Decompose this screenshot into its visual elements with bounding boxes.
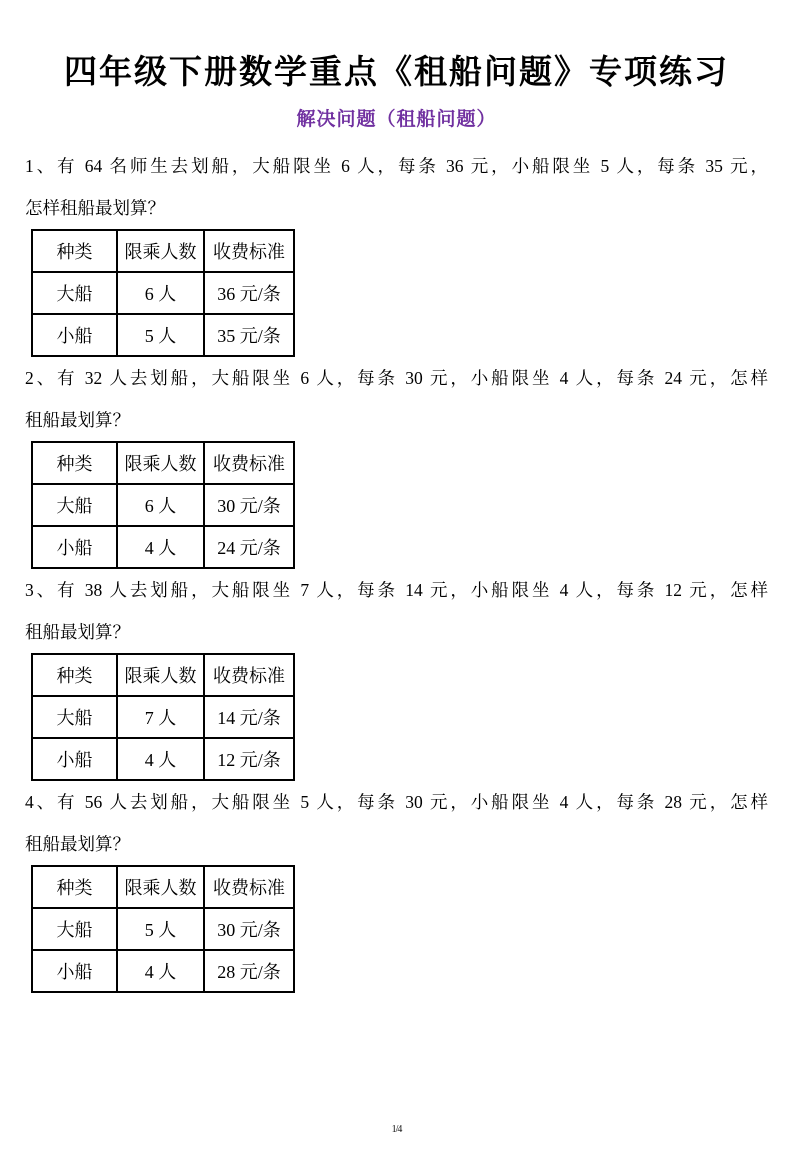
- table-header-type: 种类: [32, 442, 117, 484]
- table-cell-fee: 30 元/条: [204, 484, 294, 526]
- page-title: 四年级下册数学重点《租船问题》专项练习: [64, 53, 729, 90]
- table-header-fee: 收费标准: [204, 230, 294, 272]
- table-row: [32, 272, 294, 314]
- table-cell-type: 小船: [32, 314, 117, 356]
- table-cell-limit: 7 人: [117, 696, 204, 738]
- table-cell-type: 大船: [32, 696, 117, 738]
- table-header-limit: 限乘人数: [117, 230, 204, 272]
- table-row: [32, 314, 294, 356]
- table-cell-limit: 6 人: [117, 484, 204, 526]
- problem-list: [25, 145, 768, 993]
- table-cell-limit: 4 人: [117, 950, 204, 992]
- table-header-row: [32, 442, 294, 484]
- page-number: 1/4: [391, 1124, 402, 1135]
- table-cell-limit: 5 人: [117, 314, 204, 356]
- table-cell-type: 大船: [32, 272, 117, 314]
- table-cell-limit: 5 人: [117, 908, 204, 950]
- table-row: [32, 484, 294, 526]
- problem-3-line-2: 租船最划算？: [25, 622, 130, 643]
- table-header-fee: 收费标准: [204, 442, 294, 484]
- table-header-row: [32, 230, 294, 272]
- table-cell-type: 大船: [32, 908, 117, 950]
- table-cell-type: 大船: [32, 484, 117, 526]
- problem-3: [25, 569, 768, 781]
- problem-1: [25, 145, 768, 357]
- problem-3-text: [25, 569, 768, 653]
- table-header-row: [32, 866, 294, 908]
- table-cell-type: 小船: [32, 950, 117, 992]
- table-cell-limit: 4 人: [117, 526, 204, 568]
- problem-2-table: [31, 441, 295, 569]
- problem-4-line-2: 租船最划算？: [25, 834, 130, 855]
- table-cell-limit: 4 人: [117, 738, 204, 780]
- problem-4: [25, 781, 768, 993]
- table-header-type: 种类: [32, 654, 117, 696]
- table-row: [32, 908, 294, 950]
- table-cell-fee: 36 元/条: [204, 272, 294, 314]
- table-row: [32, 526, 294, 568]
- problem-1-line-2: 怎样租船最划算？: [25, 198, 165, 219]
- table-row: [32, 738, 294, 780]
- worksheet-page: [0, 52, 793, 1174]
- table-header-fee: 收费标准: [204, 654, 294, 696]
- table-header-limit: 限乘人数: [117, 654, 204, 696]
- table-cell-type: 小船: [32, 738, 117, 780]
- problem-2-line-1: 2、有 32 人去划船，大船限坐 6 人，每条 30 元，小船限坐 4 人，每条 24 元，怎样: [25, 368, 768, 389]
- problem-2: [25, 357, 768, 569]
- problem-4-text: [25, 781, 768, 865]
- table-header-row: [32, 654, 294, 696]
- table-header-fee: 收费标准: [204, 866, 294, 908]
- table-cell-fee: 28 元/条: [204, 950, 294, 992]
- problem-1-text: [25, 145, 768, 229]
- problem-1-line-1: 1、有 64 名师生去划船，大船限坐 6 人，每条 36 元，小船限坐 5 人，每条 35 元，: [25, 156, 768, 177]
- table-cell-fee: 24 元/条: [204, 526, 294, 568]
- table-cell-limit: 6 人: [117, 272, 204, 314]
- table-cell-fee: 35 元/条: [204, 314, 294, 356]
- problem-1-table: [31, 229, 295, 357]
- problem-2-text: [25, 357, 768, 441]
- table-cell-fee: 14 元/条: [204, 696, 294, 738]
- table-header-limit: 限乘人数: [117, 866, 204, 908]
- table-cell-fee: 30 元/条: [204, 908, 294, 950]
- problem-3-table: [31, 653, 295, 781]
- table-header-limit: 限乘人数: [117, 442, 204, 484]
- problem-3-line-1: 3、有 38 人去划船，大船限坐 7 人，每条 14 元，小船限坐 4 人，每条 12 元，怎样: [25, 580, 768, 601]
- table-row: [32, 696, 294, 738]
- problem-4-line-1: 4、有 56 人去划船，大船限坐 5 人，每条 30 元，小船限坐 4 人，每条 28 元，怎样: [25, 792, 768, 813]
- table-header-type: 种类: [32, 866, 117, 908]
- page-subtitle: 解决问题（租船问题）: [296, 108, 497, 130]
- problem-4-table: [31, 865, 295, 993]
- table-cell-fee: 12 元/条: [204, 738, 294, 780]
- table-header-type: 种类: [32, 230, 117, 272]
- problem-2-line-2: 租船最划算？: [25, 410, 130, 431]
- table-cell-type: 小船: [32, 526, 117, 568]
- table-row: [32, 950, 294, 992]
